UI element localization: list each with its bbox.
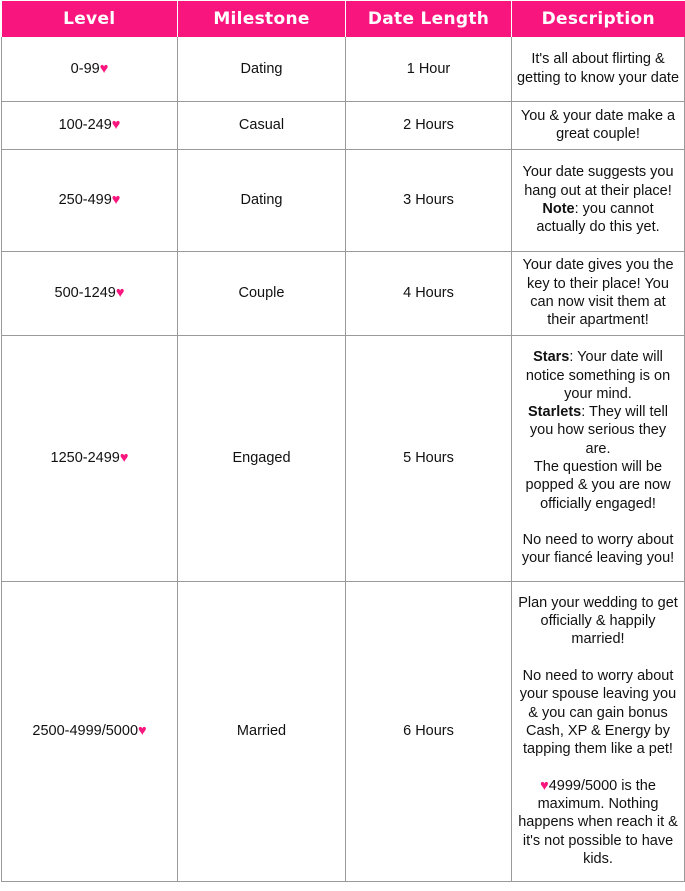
date-length-cell: 1 Hour <box>346 37 512 101</box>
header-milestone: Milestone <box>178 1 346 37</box>
milestone-cell: Couple <box>178 251 346 335</box>
description-text: Your date suggests you hang out at their place! <box>522 164 674 199</box>
description-spacer <box>516 513 680 531</box>
description-cell <box>512 149 685 251</box>
description-text: Your date gives you the key to their place! You can now visit them at their apartment! <box>522 257 674 329</box>
level-value: 500-1249 <box>54 284 116 301</box>
date-length-cell: 3 Hours <box>346 149 512 251</box>
description-paragraph <box>516 458 680 513</box>
description-text: No need to worry about your fiancé leaving you! <box>521 532 675 567</box>
level-value: 1250-2499 <box>50 449 120 466</box>
description-paragraph <box>516 107 680 144</box>
description-paragraph <box>516 403 680 458</box>
level-value: 0-99 <box>70 60 100 77</box>
header-description: Description <box>512 1 685 37</box>
level-cell <box>2 251 178 335</box>
description-text: No need to worry about your spouse leaving you & you can gain bonus Cash, XP & Energy by tapping them like a pet! <box>519 667 677 758</box>
description-paragraph <box>516 200 680 237</box>
level-value: 250-499 <box>58 191 112 208</box>
heart-icon: ♥ <box>99 60 109 77</box>
description-paragraph <box>516 50 680 87</box>
milestone-cell: Engaged <box>178 335 346 581</box>
milestone-cell: Dating <box>178 149 346 251</box>
heart-icon: ♥ <box>115 284 125 301</box>
description-bold-label: Note <box>542 201 575 217</box>
table-row <box>2 101 685 149</box>
table-row <box>2 149 685 251</box>
description-text: : They will tell you how serious they are. <box>529 404 668 457</box>
description-text: You & your date make a great couple! <box>520 107 676 142</box>
heart-icon: ♥ <box>540 777 549 794</box>
level-cell <box>2 101 178 149</box>
heart-icon: ♥ <box>119 449 129 466</box>
description-text: : you cannot actually do this yet. <box>536 201 660 236</box>
description-spacer <box>516 649 680 667</box>
date-length-cell: 5 Hours <box>346 335 512 581</box>
description-paragraph <box>516 777 680 868</box>
date-length-cell: 2 Hours <box>346 101 512 149</box>
date-length-cell: 4 Hours <box>346 251 512 335</box>
table-row <box>2 251 685 335</box>
header-level: Level <box>2 1 178 37</box>
description-text: 4999/5000 is the maximum. Nothing happens when reach it & it's not possible to have kids. <box>518 777 678 867</box>
description-paragraph <box>516 594 680 649</box>
heart-icon: ♥ <box>111 116 121 133</box>
date-length-cell: 6 Hours <box>346 581 512 881</box>
description-paragraph <box>516 348 680 403</box>
description-cell <box>512 581 685 881</box>
description-text: The question will be popped & you are now officially engaged! <box>525 459 671 512</box>
description-paragraph <box>516 163 680 200</box>
description-cell <box>512 335 685 581</box>
milestone-cell: Casual <box>178 101 346 149</box>
header-date-length: Date Length <box>346 1 512 37</box>
level-cell <box>2 149 178 251</box>
heart-icon: ♥ <box>111 191 121 208</box>
description-text: Plan your wedding to get officially & happily married! <box>518 594 678 648</box>
level-cell <box>2 37 178 101</box>
table-row <box>2 37 685 101</box>
milestone-cell: Married <box>178 581 346 881</box>
description-paragraph <box>516 667 680 758</box>
milestone-table <box>1 1 685 882</box>
description-bold-label: Stars <box>533 349 570 366</box>
description-bold-label: Starlets <box>528 404 582 421</box>
description-cell <box>512 251 685 335</box>
description-paragraph <box>516 256 680 329</box>
table-row <box>2 581 685 881</box>
level-value: 2500-4999/5000 <box>32 722 139 739</box>
heart-icon: ♥ <box>138 722 147 739</box>
description-cell <box>512 37 685 101</box>
description-paragraph <box>516 531 680 568</box>
description-text: It's all about flirting & getting to know your date <box>516 51 680 86</box>
level-value: 100-249 <box>58 116 112 133</box>
table-row <box>2 335 685 581</box>
milestone-cell: Dating <box>178 37 346 101</box>
description-cell <box>512 101 685 149</box>
level-cell <box>2 335 178 581</box>
level-cell <box>2 581 178 881</box>
description-spacer <box>516 758 680 776</box>
header-row <box>2 1 685 37</box>
description-text: : Your date will notice something is on your mind. <box>525 349 671 402</box>
